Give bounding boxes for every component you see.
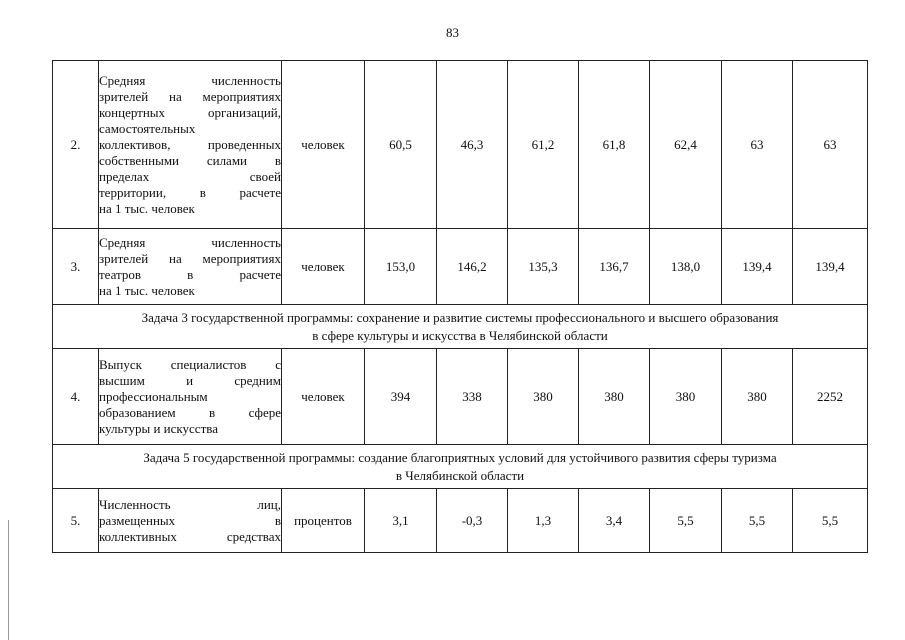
description-line: высшим и средним xyxy=(99,372,281,388)
row-number: 4. xyxy=(53,349,99,445)
indicator-row xyxy=(53,229,868,305)
task-heading-line: в Челябинской области xyxy=(395,467,525,483)
value-cell: 62,4 xyxy=(650,61,722,229)
description-line: Средняя численность xyxy=(99,72,281,88)
unit-cell: процентов xyxy=(282,489,365,553)
value-cell: 5,5 xyxy=(793,489,868,553)
description-line: на 1 тыс. человек xyxy=(99,200,195,216)
description-line: концертных организаций, xyxy=(99,104,281,120)
description-line: Средняя численность xyxy=(99,234,281,250)
indicators-table xyxy=(52,60,868,553)
indicator-row xyxy=(53,61,868,229)
description-line: Численность лиц, xyxy=(99,496,281,512)
value-cell: 3,4 xyxy=(579,489,650,553)
description-line: зрителей на мероприятиях xyxy=(99,250,281,266)
task-row xyxy=(53,305,868,349)
description-line: зрителей на мероприятиях xyxy=(99,88,281,104)
indicator-description xyxy=(99,489,282,553)
task-heading-line: в сфере культуры и искусства в Челябинской области xyxy=(312,327,608,343)
row-number: 3. xyxy=(53,229,99,305)
value-cell: 338 xyxy=(437,349,508,445)
indicator-row xyxy=(53,349,868,445)
value-cell: 5,5 xyxy=(722,489,793,553)
indicator-description xyxy=(99,229,282,305)
description-line: пределах своей xyxy=(99,168,281,184)
value-cell: 5,5 xyxy=(650,489,722,553)
description-line: размещенных в xyxy=(99,512,281,528)
value-cell: 139,4 xyxy=(722,229,793,305)
value-cell: 394 xyxy=(365,349,437,445)
description-line: на 1 тыс. человек xyxy=(99,282,195,298)
value-cell: 146,2 xyxy=(437,229,508,305)
task-heading xyxy=(53,445,868,489)
task-heading-line: Задача 5 государственной программы: создание благоприятных условий для устойчивого развития сферы туризма xyxy=(143,449,777,465)
value-cell: 139,4 xyxy=(793,229,868,305)
description-line: собственными силами в xyxy=(99,152,281,168)
description-line: культуры и искусства xyxy=(99,420,218,436)
description-line: коллективных средствах xyxy=(99,528,281,544)
indicator-description xyxy=(99,349,282,445)
indicator-row xyxy=(53,489,868,553)
description-line: Выпуск специалистов с xyxy=(99,356,281,372)
value-cell: 60,5 xyxy=(365,61,437,229)
task-heading xyxy=(53,305,868,349)
value-cell: 61,2 xyxy=(508,61,579,229)
value-cell: 135,3 xyxy=(508,229,579,305)
value-cell: 380 xyxy=(650,349,722,445)
value-cell: 63 xyxy=(722,61,793,229)
value-cell: 61,8 xyxy=(579,61,650,229)
value-cell: 380 xyxy=(722,349,793,445)
value-cell: 2252 xyxy=(793,349,868,445)
task-row xyxy=(53,445,868,489)
description-line: профессиональным xyxy=(99,388,208,404)
description-line: образованием в сфере xyxy=(99,404,281,420)
task-heading-line: Задача 3 государственной программы: сохранение и развитие системы профессионального и высшего образования xyxy=(141,309,779,325)
description-line: самостоятельных xyxy=(99,120,196,136)
unit-cell: человек xyxy=(282,349,365,445)
value-cell: 380 xyxy=(579,349,650,445)
row-number: 5. xyxy=(53,489,99,553)
description-line: коллективов, проведенных xyxy=(99,136,281,152)
table-body xyxy=(53,61,868,553)
description-line: территории, в расчете xyxy=(99,184,281,200)
value-cell: 153,0 xyxy=(365,229,437,305)
value-cell: 380 xyxy=(508,349,579,445)
value-cell: 63 xyxy=(793,61,868,229)
unit-cell: человек xyxy=(282,61,365,229)
row-number: 2. xyxy=(53,61,99,229)
value-cell: 1,3 xyxy=(508,489,579,553)
value-cell: 138,0 xyxy=(650,229,722,305)
indicator-description xyxy=(99,61,282,229)
value-cell: -0,3 xyxy=(437,489,508,553)
page-number: 83 xyxy=(446,25,459,40)
value-cell: 136,7 xyxy=(579,229,650,305)
value-cell: 3,1 xyxy=(365,489,437,553)
description-line: театров в расчете xyxy=(99,266,281,282)
value-cell: 46,3 xyxy=(437,61,508,229)
unit-cell: человек xyxy=(282,229,365,305)
scan-margin-line xyxy=(8,520,9,640)
